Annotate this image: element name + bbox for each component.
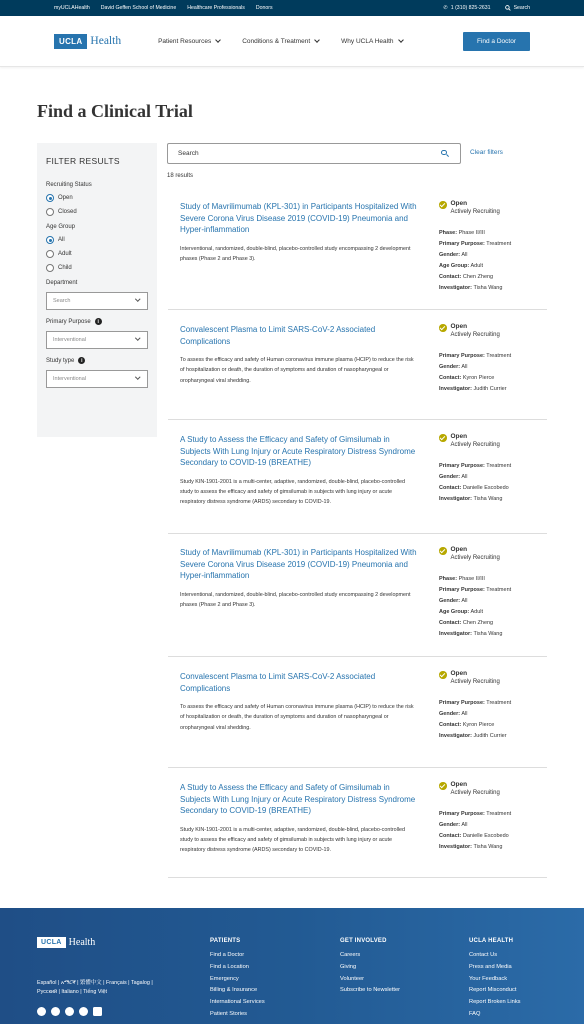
search-icon[interactable] <box>440 149 450 159</box>
check-circle-icon <box>439 547 447 555</box>
meta-value: Treatment <box>486 587 512 593</box>
chevron-down-icon <box>398 37 404 43</box>
department-placeholder: Search <box>53 298 71 304</box>
meta-value: Danielle Escobedo <box>462 485 509 491</box>
footer-column <box>210 938 265 1021</box>
age-group-group <box>46 224 148 272</box>
meta-key: Contact: <box>439 722 462 728</box>
ucla-health-logo[interactable] <box>54 34 121 49</box>
check-circle-icon <box>439 434 447 442</box>
result-meta-row <box>439 720 547 731</box>
result-meta-row <box>439 596 547 607</box>
result-description: Study KIN-1901-2001 is a multi-center, adaptive, randomized, double-blind, placebo-controlled study to assess the efficacy and safety of gimsilumab in subjects with lung injury or acute respiratory distress syndrome (ARDS) secondary to COVID-19. <box>180 478 406 506</box>
info-icon[interactable]: i <box>78 357 85 364</box>
footer-link[interactable]: International Services <box>210 999 265 1006</box>
footer-link[interactable]: Billing & Insurance <box>210 987 258 994</box>
result-main <box>180 324 417 419</box>
result-card <box>168 768 547 878</box>
check-circle-icon <box>439 324 447 332</box>
result-meta-row <box>439 831 547 842</box>
clear-filters-link[interactable]: Clear filters <box>470 149 503 156</box>
nav-patient-resources[interactable] <box>158 38 220 45</box>
chevron-down-icon <box>135 335 140 340</box>
meta-key: Contact: <box>439 833 462 839</box>
result-meta-list <box>439 228 547 294</box>
result-main <box>180 434 417 533</box>
footer-column <box>340 938 400 997</box>
meta-value: Treatment <box>486 811 512 817</box>
meta-value: Treatment <box>486 353 512 359</box>
result-meta <box>439 670 547 742</box>
meta-key: Contact: <box>439 620 462 626</box>
nav-label: Why UCLA Health <box>341 37 394 45</box>
result-description: To assess the efficacy and safety of Human coronavirus immune plasma (HCIP) to reduce the risk of hospitalization or death, the duration of symptoms and duration of nasopharyngeal or oropharyngeal viral shedding. <box>180 357 414 384</box>
status-label: Open <box>450 323 468 330</box>
page-title: Find a Clinical Trial <box>37 101 193 121</box>
result-card <box>168 420 547 534</box>
check-circle-icon <box>439 671 447 679</box>
language-links[interactable]: Español | አማርኛ | 繁體中文 | Français | Tagalog | Русский | Italiano | Tiếng Việt <box>37 980 153 995</box>
result-title-link[interactable]: Study of Mavrilimumab (KPL-301) in Participants Hospitalized With Severe Corona Virus Disease 2019 (COVID-19) Pneumonia and Hyper-inflammation <box>180 548 417 581</box>
status-sublabel: Actively Recruiting <box>450 790 500 796</box>
meta-key: Gender: <box>439 252 461 258</box>
results-list <box>168 188 547 878</box>
result-meta-list <box>439 698 547 742</box>
meta-value: Phase II/III <box>458 230 485 236</box>
radio-empty-icon <box>46 264 54 272</box>
site-header <box>0 16 584 67</box>
radio-label: Child <box>58 265 72 271</box>
radio-label: All <box>58 237 65 243</box>
footer-column-heading: PATIENTS <box>210 938 241 944</box>
meta-key: Gender: <box>439 711 461 717</box>
result-meta-list <box>439 461 547 505</box>
results-count: 18 results <box>167 173 194 179</box>
meta-value: All <box>461 364 468 370</box>
result-meta-row <box>439 283 547 294</box>
footer-column <box>469 938 521 1021</box>
footer-link[interactable]: Your Feedback <box>469 975 508 982</box>
utility-bar <box>0 0 584 16</box>
result-main <box>180 547 417 656</box>
recruiting-status-group <box>46 182 148 216</box>
meta-key: Contact: <box>439 485 462 491</box>
filter-sidebar <box>37 143 157 437</box>
meta-value: Tisha Wang <box>473 844 503 850</box>
result-meta-row <box>439 731 547 742</box>
meta-value: Kyron Pierce <box>462 375 495 381</box>
meta-value: Treatment <box>486 241 512 247</box>
footer-link[interactable]: Find a Location <box>210 963 249 970</box>
result-meta-row <box>439 228 547 239</box>
chevron-down-icon <box>135 296 140 301</box>
twitter-icon[interactable] <box>51 1007 60 1016</box>
study-type-label <box>46 357 148 364</box>
result-meta-list <box>439 809 547 853</box>
primary-purpose-value: Interventional <box>53 337 87 343</box>
radio-empty-icon <box>46 208 54 216</box>
status-badge <box>439 323 547 338</box>
result-meta-row <box>439 483 547 494</box>
chevron-down-icon <box>135 374 140 379</box>
result-title-link[interactable]: A Study to Assess the Efficacy and Safety of Gimsilumab in Subjects With Lung Injury or Acute Respiratory Distress Syndrome Secondary to COVID-19 (BREATHE) <box>180 783 416 816</box>
result-description: Interventional, randomized, double-blind, placebo-controlled study encompassing 2 development phases (Phase 2 and Phase 3). <box>180 245 411 262</box>
footer-link[interactable]: Volunteer <box>340 975 365 982</box>
meta-value: Adult <box>470 609 484 615</box>
check-circle-icon <box>439 782 447 790</box>
filter-title: FILTER RESULTS <box>46 156 120 166</box>
result-meta-row <box>439 809 547 820</box>
radio-closed[interactable] <box>46 208 148 216</box>
search-icon <box>505 5 511 11</box>
result-meta-row <box>439 261 547 272</box>
result-meta <box>439 200 547 294</box>
meta-value: Tisha Wang <box>473 631 503 637</box>
footer-link[interactable]: Contact Us <box>469 952 498 958</box>
result-meta-row <box>439 362 547 373</box>
instagram-icon[interactable] <box>65 1007 74 1016</box>
department-select[interactable] <box>46 292 148 310</box>
youtube-icon[interactable] <box>79 1007 88 1016</box>
footer-link[interactable]: Careers <box>340 952 361 958</box>
department-label: Department <box>46 280 78 286</box>
result-meta-row <box>439 820 547 831</box>
footer-link[interactable]: Press and Media <box>469 963 512 970</box>
result-main <box>180 671 417 767</box>
chevron-down-icon <box>314 37 320 43</box>
main-nav <box>158 38 402 45</box>
footer-logo-box: UCLA <box>37 937 66 948</box>
result-meta-row <box>439 384 547 395</box>
result-card <box>168 188 547 310</box>
recruiting-status-label: Recruiting Status <box>46 182 92 188</box>
status-badge <box>439 670 547 685</box>
footer-link[interactable]: Subscribe to Newsletter <box>340 987 401 994</box>
phone-number: 1 (310) 825-2631 <box>450 5 491 11</box>
status-sublabel: Actively Recruiting <box>450 332 500 338</box>
result-meta-row <box>439 698 547 709</box>
footer-logo-text: Health <box>68 937 96 948</box>
footer-link[interactable]: Emergency <box>210 975 239 982</box>
result-meta-row <box>439 239 547 250</box>
meta-key: Primary Purpose: <box>439 700 485 706</box>
result-meta-row <box>439 709 547 720</box>
footer-column-heading: UCLA HEALTH <box>469 938 514 944</box>
status-label: Open <box>450 200 468 207</box>
check-circle-icon <box>439 201 447 209</box>
meta-value: Judith Currier <box>473 386 507 392</box>
status-sublabel: Actively Recruiting <box>450 679 500 685</box>
result-meta <box>439 433 547 505</box>
site-footer <box>0 908 584 1024</box>
result-meta <box>439 781 547 853</box>
status-label: Open <box>450 433 468 440</box>
meta-value: Adult <box>470 263 484 269</box>
status-sublabel: Actively Recruiting <box>450 442 500 448</box>
footer-link[interactable]: Report Broken Links <box>469 999 521 1006</box>
meta-key: Phase: <box>439 230 458 236</box>
meta-key: Investigator: <box>439 386 473 392</box>
radio-label: Closed <box>58 209 77 215</box>
utility-search-label: Search <box>513 5 530 11</box>
status-badge <box>439 200 547 215</box>
result-card <box>168 310 547 420</box>
radio-selected-icon <box>46 194 54 202</box>
result-meta-row <box>439 461 547 472</box>
search-placeholder: Search <box>178 150 199 157</box>
result-meta-row <box>439 618 547 629</box>
meta-key: Gender: <box>439 474 461 480</box>
meta-value: Danielle Escobedo <box>462 833 509 839</box>
logo-box: UCLA <box>54 34 87 49</box>
result-meta-row <box>439 351 547 362</box>
meta-key: Age Group: <box>439 609 470 615</box>
utility-link-dgsom[interactable]: David Geffen School of Medicine <box>100 5 177 11</box>
result-meta-row <box>439 629 547 640</box>
meta-value: Chen Zheng <box>462 620 494 626</box>
result-meta-row <box>439 585 547 596</box>
social-links <box>37 1007 102 1016</box>
meta-key: Primary Purpose: <box>439 241 485 247</box>
result-meta-row <box>439 574 547 585</box>
phone-icon: ✆ <box>443 5 448 11</box>
status-badge <box>439 781 547 796</box>
meta-key: Primary Purpose: <box>439 353 485 359</box>
meta-key: Investigator: <box>439 844 473 850</box>
meta-value: All <box>461 711 468 717</box>
radio-child[interactable] <box>46 264 148 272</box>
meta-key: Phase: <box>439 576 458 582</box>
status-sublabel: Actively Recruiting <box>450 555 500 561</box>
footer-link[interactable]: Find a Doctor <box>210 952 245 958</box>
result-meta-row <box>439 494 547 505</box>
meta-key: Investigator: <box>439 285 473 291</box>
meta-key: Primary Purpose: <box>439 811 485 817</box>
result-meta <box>439 323 547 395</box>
meta-key: Contact: <box>439 274 462 280</box>
result-title-link[interactable]: Convalescent Plasma to Limit SARS-CoV-2 Associated Complications <box>180 672 376 693</box>
result-description: Study KIN-1901-2001 is a multi-center, adaptive, randomized, double-blind, placebo-controlled study to assess the efficacy and safety of gimsilumab in subjects with lung injury or acute respiratory distress syndrome (ARDS) secondary to COVID-19. <box>180 826 406 854</box>
primary-purpose-text: Primary Purpose <box>46 318 91 325</box>
meta-key: Gender: <box>439 598 461 604</box>
facebook-icon[interactable] <box>37 1007 46 1016</box>
meta-value: All <box>461 474 468 480</box>
result-meta-row <box>439 272 547 283</box>
radio-all[interactable] <box>46 236 148 244</box>
meta-key: Contact: <box>439 375 462 381</box>
meta-value: Kyron Pierce <box>462 722 495 728</box>
meta-value: All <box>461 252 468 258</box>
status-sublabel: Actively Recruiting <box>450 209 500 215</box>
utility-link-myuclahealth[interactable]: myUCLAHealth <box>54 5 90 11</box>
status-label: Open <box>450 546 468 553</box>
radio-adult[interactable] <box>46 250 148 258</box>
status-badge <box>439 546 547 561</box>
utility-link-professionals[interactable]: Healthcare Professionals <box>187 5 245 11</box>
result-meta-row <box>439 250 547 261</box>
result-main <box>180 201 417 309</box>
result-card <box>168 657 547 768</box>
nav-conditions-treatment[interactable] <box>242 38 319 45</box>
result-meta-row <box>439 472 547 483</box>
meta-value: Treatment <box>486 700 512 706</box>
meta-value: All <box>461 822 468 828</box>
info-icon[interactable]: i <box>95 318 102 325</box>
meta-value: All <box>461 598 468 604</box>
footer-link[interactable]: FAQ <box>469 1010 481 1017</box>
status-badge <box>439 433 547 448</box>
result-title-link[interactable]: A Study to Assess the Efficacy and Safety of Gimsilumab in Subjects With Lung Injury or Acute Respiratory Distress Syndrome Secondary to COVID-19 (BREATHE) <box>180 435 416 468</box>
utility-search-link[interactable] <box>505 5 530 11</box>
result-meta <box>439 546 547 640</box>
primary-purpose-label <box>46 318 148 325</box>
status-label: Open <box>450 781 468 788</box>
study-type-text: Study type <box>46 357 75 364</box>
phone-link[interactable] <box>443 5 490 11</box>
result-meta-list <box>439 351 547 395</box>
search-input[interactable] <box>167 143 461 164</box>
result-main <box>180 782 417 877</box>
result-meta-row <box>439 607 547 618</box>
footer-column-heading: GET INVOLVED <box>340 938 387 944</box>
chevron-down-icon <box>215 37 221 43</box>
utility-links <box>54 5 273 11</box>
meta-key: Primary Purpose: <box>439 587 485 593</box>
footer-link[interactable]: Report Misconduct <box>469 987 517 994</box>
status-label: Open <box>450 670 468 677</box>
nav-label: Patient Resources <box>158 37 212 45</box>
radio-empty-icon <box>46 250 54 258</box>
result-description: To assess the efficacy and safety of Human coronavirus immune plasma (HCIP) to reduce the risk of hospitalization or death, the duration of symptoms and duration of nasopharyngeal or oropharyngeal viral shedding. <box>180 704 414 731</box>
result-card <box>168 534 547 657</box>
find-a-doctor-button[interactable]: Find a Doctor <box>463 32 530 51</box>
study-type-value: Interventional <box>53 376 87 382</box>
radio-label: Adult <box>58 251 72 257</box>
primary-purpose-select[interactable] <box>46 331 148 349</box>
meta-value: Judith Currier <box>473 733 507 739</box>
study-type-select[interactable] <box>46 370 148 388</box>
result-meta-row <box>439 842 547 853</box>
footer-logo[interactable] <box>37 937 95 948</box>
result-description: Interventional, randomized, double-blind, placebo-controlled study encompassing 2 development phases (Phase 2 and Phase 3). <box>180 591 411 608</box>
logo-text: Health <box>90 35 122 47</box>
meta-value: Tisha Wang <box>473 496 503 502</box>
footer-link[interactable]: Patient Stories <box>210 1010 247 1017</box>
meta-key: Investigator: <box>439 496 473 502</box>
result-meta-list <box>439 574 547 640</box>
meta-key: Gender: <box>439 822 461 828</box>
meta-value: Treatment <box>486 463 512 469</box>
meta-value: Tisha Wang <box>473 285 503 291</box>
nav-label: Conditions & Treatment <box>242 37 311 45</box>
meta-key: Age Group: <box>439 263 470 269</box>
linkedin-icon[interactable] <box>93 1007 102 1016</box>
meta-key: Gender: <box>439 364 461 370</box>
meta-value: Phase II/III <box>458 576 485 582</box>
utility-link-donors[interactable]: Donors <box>255 5 273 11</box>
result-title-link[interactable]: Convalescent Plasma to Limit SARS-CoV-2 Associated Complications <box>180 325 376 346</box>
result-title-link[interactable]: Study of Mavrilimumab (KPL-301) in Participants Hospitalized With Severe Corona Virus Disease 2019 (COVID-19) Pneumonia and Hyper-inflammation <box>180 202 417 235</box>
radio-open[interactable] <box>46 194 148 202</box>
footer-link[interactable]: Giving <box>340 963 357 970</box>
result-meta-row <box>439 373 547 384</box>
meta-key: Investigator: <box>439 631 473 637</box>
radio-label: Open <box>58 195 73 201</box>
meta-key: Primary Purpose: <box>439 463 485 469</box>
meta-value: Chen Zheng <box>462 274 494 280</box>
age-group-label: Age Group <box>46 224 76 230</box>
meta-key: Investigator: <box>439 733 473 739</box>
nav-why-ucla-health[interactable] <box>341 38 402 45</box>
radio-selected-icon <box>46 236 54 244</box>
